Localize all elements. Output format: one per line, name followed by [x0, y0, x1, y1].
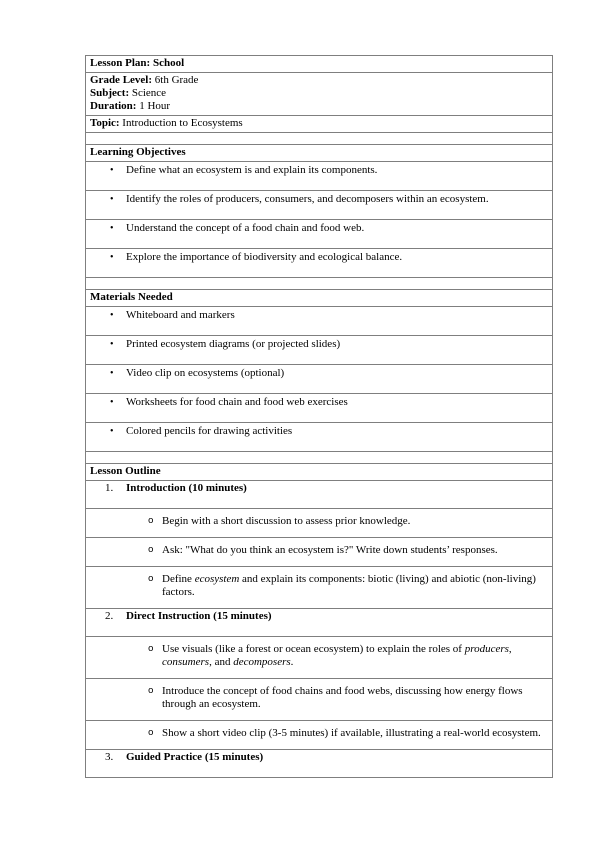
bullet-icon: •: [110, 252, 114, 263]
material-row: [86, 394, 553, 423]
objective-item: [90, 193, 548, 206]
section-title: Direct Instruction (15 minutes): [126, 610, 272, 622]
spacer-cell: [86, 133, 553, 145]
outline-heading-cell: [86, 464, 553, 481]
bullet-icon: •: [110, 165, 114, 176]
outline-section-heading: [90, 482, 548, 495]
outline-item-cell: [86, 721, 553, 750]
material-cell: [86, 307, 553, 336]
material-item: [90, 396, 548, 409]
grade-value: 6th Grade: [154, 74, 199, 86]
outline-item-row: [86, 567, 553, 609]
outline-heading-row: [86, 464, 553, 481]
topic-cell: [86, 116, 553, 133]
material-row: [86, 307, 553, 336]
materials-heading-row: [86, 290, 553, 307]
outline-section-row: [86, 750, 553, 778]
objectives-heading: Learning Objectives: [90, 146, 186, 158]
outline-item-emphasis: decomposers: [233, 656, 291, 668]
objective-item: [90, 164, 548, 177]
title-cell: [86, 56, 553, 73]
outline-item-text: , and: [209, 656, 234, 668]
section-title: Guided Practice (15 minutes): [126, 751, 264, 763]
spacer-row: [86, 452, 553, 464]
bullet-icon: •: [110, 310, 114, 321]
material-item: [90, 367, 548, 380]
duration-label: Duration:: [90, 100, 137, 112]
outline-item-cell: [86, 567, 553, 609]
outline-section-heading: [90, 751, 548, 764]
outline-item: [90, 727, 548, 740]
outline-item-text: Define: [162, 573, 195, 585]
material-row: [86, 365, 553, 394]
sub-bullet-icon: o: [148, 728, 154, 738]
outline-heading: Lesson Outline: [90, 465, 161, 477]
outline-item-text: Show a short video clip (3-5 minutes) if available, illustrating a real-world ecosystem.: [162, 727, 541, 739]
outline-item-text: Begin with a short discussion to assess prior knowledge.: [162, 515, 411, 527]
materials-list: [86, 307, 553, 452]
sub-bullet-icon: o: [148, 644, 154, 654]
outline-item: [90, 643, 548, 669]
material-row: [86, 336, 553, 365]
outline-item: [90, 685, 548, 711]
topic-value: Introduction to Ecosystems: [122, 117, 243, 129]
outline-item-emphasis: ecosystem: [194, 573, 240, 585]
spacer-row: [86, 133, 553, 145]
topic-row: [86, 116, 553, 133]
topic-label: Topic:: [90, 117, 120, 129]
spacer-row: [86, 278, 553, 290]
objective-item: [90, 222, 548, 235]
outline-item-text: ,: [508, 643, 512, 655]
lesson-plan-title: Lesson Plan: School: [90, 57, 185, 69]
material-cell: [86, 336, 553, 365]
material-text: Whiteboard and markers: [126, 309, 235, 321]
outline-list: [86, 481, 553, 778]
material-text: Video clip on ecosystems (optional): [126, 367, 285, 379]
lesson-plan-table: [85, 55, 553, 778]
bullet-icon: •: [110, 368, 114, 379]
objective-text: Define what an ecosystem is and explain its components.: [126, 164, 378, 176]
bullet-icon: •: [110, 194, 114, 205]
bullet-icon: •: [110, 426, 114, 437]
outline-item: [90, 544, 548, 557]
subject-line: [90, 87, 548, 100]
section-number: 2.: [105, 610, 114, 622]
sub-bullet-icon: o: [148, 545, 154, 555]
sub-bullet-icon: o: [148, 516, 154, 526]
objective-item: [90, 251, 548, 264]
info-cell: [86, 73, 553, 116]
title-row: [86, 56, 553, 73]
outline-item-row: [86, 637, 553, 679]
objective-row: [86, 162, 553, 191]
outline-section-row: [86, 609, 553, 637]
outline-item-text: and explain its components: biotic (living) and abiotic (non-living) factors.: [162, 573, 536, 598]
subject-value: Science: [131, 87, 167, 99]
outline-section-cell: [86, 609, 553, 637]
objective-cell: [86, 220, 553, 249]
objective-text: Identify the roles of producers, consumers, and decomposers within an ecosystem.: [126, 193, 489, 205]
material-item: [90, 338, 548, 351]
objective-row: [86, 191, 553, 220]
outline-item-text: Use visuals (like a forest or ocean ecosystem) to explain the roles of: [162, 643, 465, 655]
spacer-cell: [86, 452, 553, 464]
objective-cell: [86, 162, 553, 191]
objective-text: Understand the concept of a food chain and food web.: [126, 222, 365, 234]
grade-label: Grade Level:: [90, 74, 153, 86]
outline-section-cell: [86, 481, 553, 509]
material-item: [90, 309, 548, 322]
section-number: 3.: [105, 751, 114, 763]
outline-item-text: .: [290, 656, 294, 668]
outline-item-text: Ask: "What do you think an ecosystem is?" Write down students’ responses.: [162, 544, 498, 556]
materials-heading-cell: [86, 290, 553, 307]
outline-item-row: [86, 721, 553, 750]
materials-heading: Materials Needed: [90, 291, 173, 303]
material-text: Colored pencils for drawing activities: [126, 425, 293, 437]
material-row: [86, 423, 553, 452]
objective-cell: [86, 191, 553, 220]
section-number: 1.: [105, 482, 114, 494]
bullet-icon: •: [110, 339, 114, 350]
sub-bullet-icon: o: [148, 686, 154, 696]
info-row: [86, 73, 553, 116]
duration-value: 1 Hour: [139, 100, 171, 112]
outline-item-emphasis: consumers: [162, 656, 210, 668]
sub-bullet-icon: o: [148, 574, 154, 584]
objective-row: [86, 249, 553, 278]
outline-section-cell: [86, 750, 553, 778]
bullet-icon: •: [110, 397, 114, 408]
outline-item-row: [86, 509, 553, 538]
objective-text: Explore the importance of biodiversity and ecological balance.: [126, 251, 403, 263]
material-text: Printed ecosystem diagrams (or projected slides): [126, 338, 341, 350]
material-text: Worksheets for food chain and food web exercises: [126, 396, 348, 408]
material-cell: [86, 365, 553, 394]
material-cell: [86, 394, 553, 423]
outline-item-row: [86, 538, 553, 567]
outline-item-emphasis: producers: [464, 643, 509, 655]
objectives-list: [86, 162, 553, 278]
bullet-icon: •: [110, 223, 114, 234]
outline-item: [90, 515, 548, 528]
outline-item-cell: [86, 637, 553, 679]
duration-line: [90, 100, 548, 113]
outline-item-cell: [86, 538, 553, 567]
spacer-cell: [86, 278, 553, 290]
grade-line: [90, 74, 548, 87]
material-item: [90, 425, 548, 438]
section-title: Introduction (10 minutes): [126, 482, 247, 494]
objectives-heading-cell: [86, 145, 553, 162]
outline-item-row: [86, 679, 553, 721]
material-cell: [86, 423, 553, 452]
outline-section-heading: [90, 610, 548, 623]
outline-item-text: Introduce the concept of food chains and food webs, discussing how energy flows through an ecosystem.: [162, 685, 523, 710]
outline-section-row: [86, 481, 553, 509]
outline-item-cell: [86, 509, 553, 538]
objective-row: [86, 220, 553, 249]
objectives-heading-row: [86, 145, 553, 162]
subject-label: Subject:: [90, 87, 130, 99]
objective-cell: [86, 249, 553, 278]
outline-item: [90, 573, 548, 599]
outline-item-cell: [86, 679, 553, 721]
